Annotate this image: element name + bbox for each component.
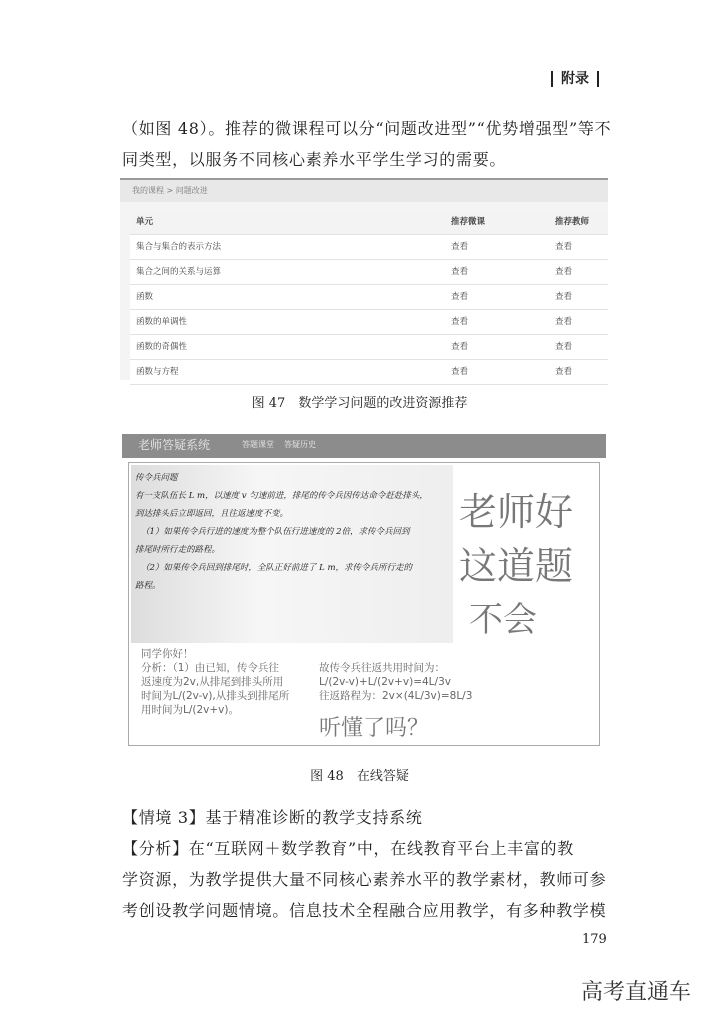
view-link[interactable]: 查看 — [555, 367, 573, 377]
text-line: 考创设教学问题情境。信息技术全程融合应用教学，有多种教学模 — [122, 901, 607, 920]
nav-history[interactable]: 答疑历史 — [284, 440, 316, 449]
problem-line: 有一支队伍长 L m，以速度 v 匀速前进，排尾的传令兵因传达命令赶赴排头， — [135, 491, 428, 501]
resource-table — [130, 210, 608, 385]
breadcrumb[interactable]: 我的课程 > 问题改进 — [120, 180, 608, 202]
intro-paragraph — [122, 113, 612, 175]
figure-47-screenshot — [120, 178, 608, 380]
answer-line: 往返路程为：2v×(4L/3v)=8L/3 — [319, 690, 473, 702]
watermark: 高考直通车 — [580, 980, 691, 1005]
body-paragraph — [122, 802, 612, 926]
view-link[interactable]: 查看 — [555, 267, 573, 277]
text-line: 【分析】在“互联网＋数学教育”中，在线教育平台上丰富的教 — [122, 839, 574, 858]
text-line: 【情境 3】基于精准诊断的教学支持系统 — [122, 808, 423, 827]
answer-right — [319, 661, 472, 703]
page-number: 179 — [582, 932, 607, 947]
app-title: 老师答疑系统 — [138, 438, 211, 452]
problem-line: 到达排头后立即返回，且往返速度不变。 — [135, 509, 289, 519]
note-line: 这道题 — [459, 544, 574, 588]
unit-name: 函数的奇偶性 — [136, 342, 188, 352]
view-link[interactable]: 查看 — [451, 267, 469, 277]
view-link[interactable]: 查看 — [555, 292, 573, 302]
table-row — [130, 260, 608, 285]
nav-answer-class[interactable]: 答题课堂 — [242, 440, 274, 449]
unit-name: 函数的单调性 — [136, 317, 188, 327]
answer-line: 时间为L/(2v-v),从排头到排尾所 — [141, 690, 290, 702]
app-topbar — [122, 434, 606, 458]
table-row — [130, 335, 608, 360]
text-line: （如图 48）。推荐的微课程可以分“问题改进型”“优势增强型”等不 — [122, 119, 612, 138]
problem-line: 路程。 — [135, 581, 161, 591]
col-unit: 单元 — [136, 217, 154, 227]
table-header — [130, 210, 608, 235]
problem-line: 排尾时所行走的路程。 — [135, 545, 221, 555]
problem-line: 传令兵问题 — [135, 473, 178, 483]
view-link[interactable]: 查看 — [555, 342, 573, 352]
student-handwriting — [459, 485, 573, 647]
figure-47-caption: 图 47 数学学习问题的改进资源推荐 — [251, 396, 468, 411]
view-link[interactable]: 查看 — [451, 292, 469, 302]
answer-line: 同学你好！ — [141, 648, 194, 660]
running-header — [543, 68, 607, 88]
figure-48-screenshot — [122, 434, 606, 750]
problem-photo — [131, 465, 453, 643]
table-row — [130, 360, 608, 385]
view-link[interactable]: 查看 — [451, 242, 469, 252]
teacher-handwriting: 听懂了吗？ — [319, 716, 430, 741]
problem-line: （2）如果传令兵回到排尾时，全队正好前进了 L m，求传令兵所行走的 — [141, 563, 413, 573]
answer-canvas — [128, 462, 600, 746]
answer-line: L/(2v-v)+L/(2v+v)=4L/3v — [319, 676, 451, 688]
view-link[interactable]: 查看 — [451, 342, 469, 352]
answer-line: 用时间为L/(2v+v)。 — [141, 704, 239, 716]
table-row — [130, 285, 608, 310]
problem-line: （1）如果传令兵行进的速度为整个队伍行进速度的 2倍，求传令兵回到 — [141, 527, 410, 537]
answer-line: 故传令兵往返共用时间为： — [319, 662, 445, 674]
note-line: 老师好 — [459, 490, 574, 534]
view-link[interactable]: 查看 — [451, 367, 469, 377]
figure-48-caption: 图 48 在线答疑 — [310, 769, 409, 784]
col-teacher: 推荐教师 — [555, 217, 590, 227]
answer-line: 返速度为2v,从排尾到排头所用 — [141, 676, 284, 688]
unit-name: 函数 — [136, 292, 154, 302]
table-row — [130, 235, 608, 260]
unit-name: 集合与集合的表示方法 — [136, 242, 222, 252]
view-link[interactable]: 查看 — [555, 317, 573, 327]
col-microlesson: 推荐微课 — [451, 217, 486, 227]
text-line: 学资源，为教学提供大量不同核心素养水平的教学素材，教师可参 — [122, 870, 607, 889]
table-row — [130, 310, 608, 335]
unit-name: 集合之间的关系与运算 — [136, 267, 222, 277]
unit-name: 函数与方程 — [136, 367, 179, 377]
text-line: 同类型，以服务不同核心素养水平学生学习的需要。 — [122, 150, 507, 169]
view-link[interactable]: 查看 — [555, 242, 573, 252]
note-line: 不会 — [469, 600, 537, 640]
answer-line: 分析：（1）由已知，传令兵往 — [141, 662, 279, 674]
view-link[interactable]: 查看 — [451, 317, 469, 327]
header-section: 附录 — [561, 71, 589, 87]
answer-left — [141, 647, 289, 717]
